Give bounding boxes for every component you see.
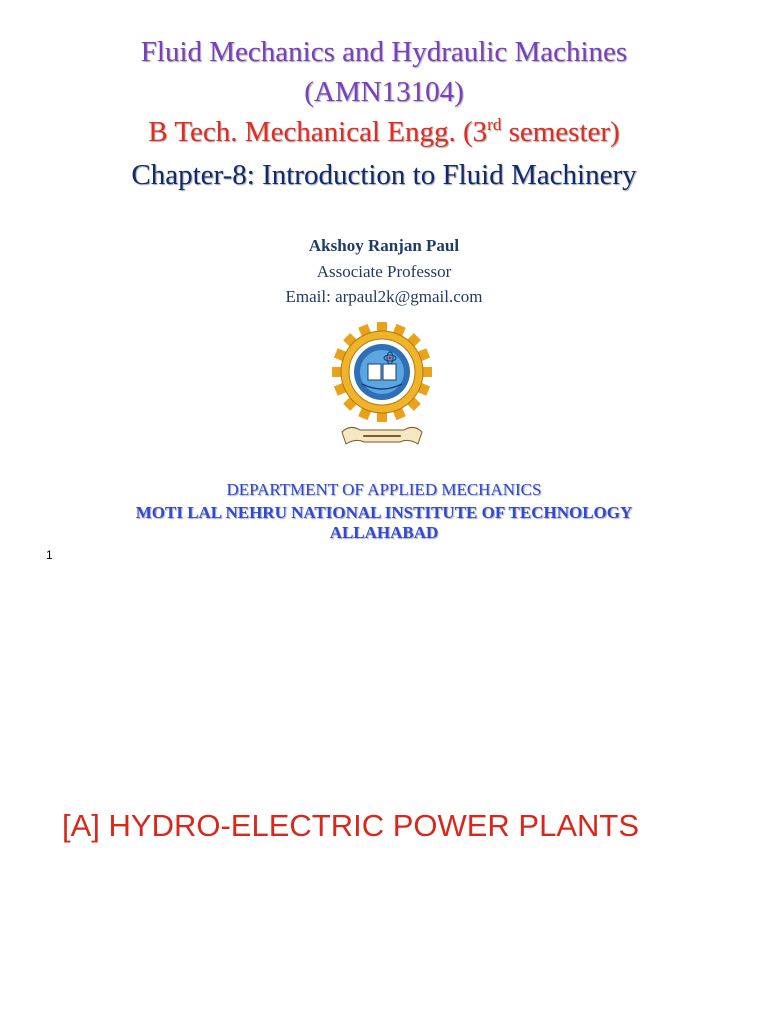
institute-emblem-icon — [330, 320, 434, 452]
program-line — [0, 114, 768, 150]
section-tag: [A] — [62, 808, 100, 843]
author-name: Akshoy Ranjan Paul — [308, 236, 460, 255]
page-number: 1 — [46, 548, 53, 562]
program-line-suffix: semester) — [501, 116, 620, 148]
course-code: (AMN13104) — [304, 76, 464, 108]
course-title: Fluid Mechanics and Hydraulic Machines — [140, 36, 628, 68]
program-line-prefix: B Tech. Mechanical Engg. (3 — [148, 116, 488, 148]
chapter-title: Chapter-8: Introduction to Fluid Machinery — [131, 159, 637, 191]
department-name: DEPARTMENT OF APPLIED MECHANICS — [226, 480, 542, 499]
section-heading — [62, 806, 639, 846]
author-email: Email: arpaul2k@gmail.com — [285, 287, 483, 306]
ordinal-suffix: rd — [487, 115, 502, 134]
section-title: HYDRO-ELECTRIC POWER PLANTS — [99, 808, 640, 843]
institute-name: MOTI LAL NEHRU NATIONAL INSTITUTE OF TECHNOLOGY — [135, 503, 633, 522]
institute-city: ALLAHABAD — [329, 523, 439, 542]
author-role: Associate Professor — [316, 262, 452, 281]
